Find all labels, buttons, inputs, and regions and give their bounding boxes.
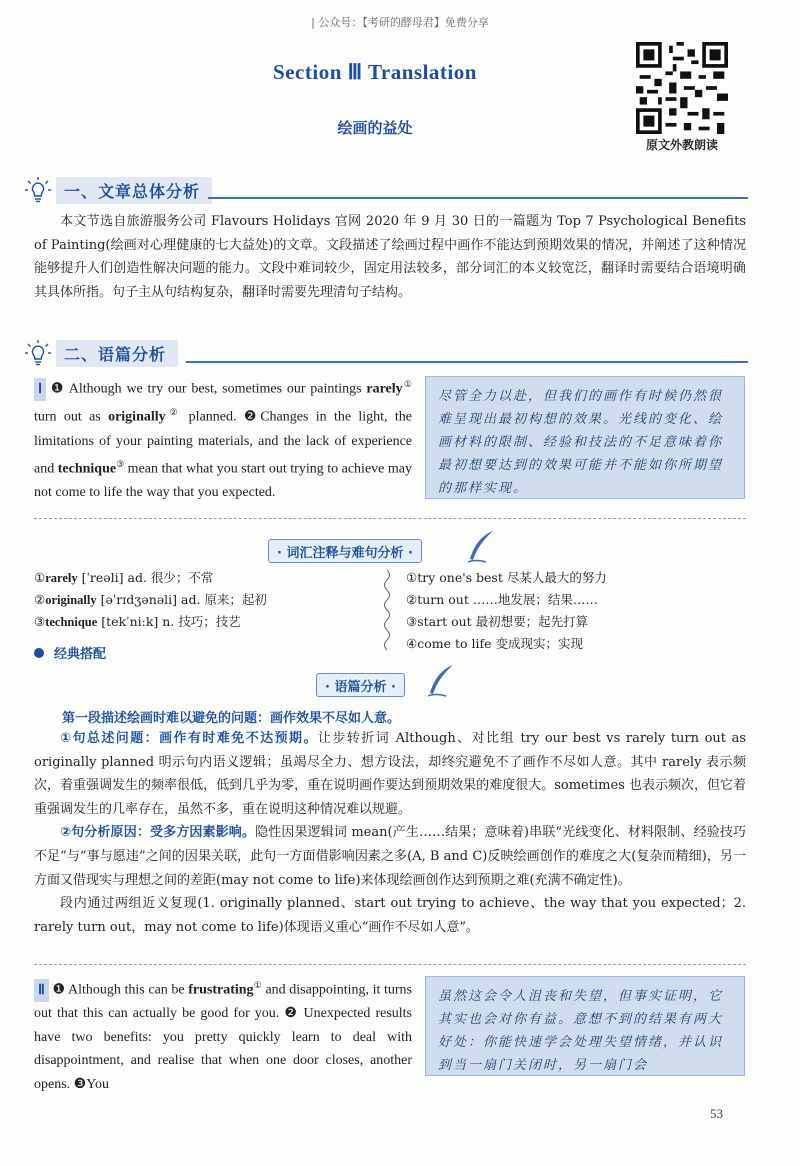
- paragraph-2-translation: 虽然这会令人沮丧和失望，但事实证明，它其实也会对你有益。意想不到的结果有两大好处：你能快速学会处理失望情绪，并认识到当一扇门关闭时，另一扇门会: [425, 976, 745, 1076]
- collocation-heading-label: 经典搭配: [54, 647, 107, 662]
- quill-icon: [464, 529, 496, 565]
- dotted-divider: [34, 964, 746, 965]
- vocab-definition: [tekˈniːk] n. 技巧；技艺: [97, 614, 241, 629]
- vocab-word: originally: [45, 593, 97, 607]
- collocation-item: ④come to life 变成现实；实现: [406, 636, 583, 651]
- footnote-marker: ①: [402, 379, 413, 389]
- heading-overview: [24, 176, 212, 204]
- sentence-text: Although we try our best, sometimes our paintings: [68, 381, 367, 397]
- analysis-point-3: 段内通过两组近义复现(1. originally planned、start out trying to achieve、the way that you expected；2. rarely turn out，may not come to life)体现语义重心“画作不尽如人意”。: [34, 896, 746, 935]
- sentence-text: turn out as: [34, 409, 109, 425]
- sentence-marker: ❶: [50, 381, 65, 397]
- vocab-word: frustrating: [188, 982, 254, 998]
- vocab-word: rarely: [45, 571, 78, 585]
- dotted-divider: [34, 518, 746, 519]
- footnote-marker: ①: [253, 980, 262, 990]
- top-note: | 公众号：【考研的酵母君】免费分享: [311, 16, 489, 29]
- overview-paragraph: [34, 210, 746, 304]
- vocab-list: [34, 567, 374, 633]
- page-number: 53: [710, 1106, 723, 1121]
- sentence-marker: ❷: [243, 409, 261, 425]
- vocab-item: [34, 589, 374, 611]
- paragraph-2-english: [34, 974, 412, 1097]
- analysis-highlight: ②句分析原因：受多方因素影响。: [60, 825, 256, 841]
- vocab-word: originally: [108, 409, 166, 425]
- sentence-marker: ❶: [52, 982, 66, 998]
- vocab-analysis-label: · 词汇注释与难句分析 ·: [268, 539, 422, 563]
- section-title: Section Ⅲ Translation: [273, 60, 477, 84]
- vocab-definition: [ˈreəli] ad. 很少；不常: [77, 570, 214, 585]
- sentence-text: You: [86, 1077, 109, 1093]
- collocation-item: ②turn out ……地发展；结果……: [406, 592, 598, 607]
- article-subtitle: 绘画的益处: [337, 119, 413, 137]
- paragraph-number: Ⅰ: [34, 378, 46, 402]
- vocab-num: ②: [34, 592, 46, 607]
- vocab-num: ③: [34, 614, 46, 629]
- sentence-text: planned.: [181, 409, 237, 425]
- sentence-marker: ❸: [73, 1077, 87, 1093]
- collocation-list: [406, 567, 736, 655]
- paragraph-1-english: [34, 373, 412, 505]
- collocation-item: ③start out 最初想要；起先打算: [406, 614, 589, 629]
- discourse-analysis-pill: [316, 673, 516, 697]
- discourse-analysis-label: · 语篇分析 ·: [316, 673, 405, 697]
- quill-icon: [424, 663, 456, 699]
- vocab-definition: [əˈrɪdʒənəli] ad. 原来；起初: [96, 592, 267, 607]
- vocab-word: rarely: [366, 381, 403, 397]
- analysis-title: 第一段描述绘画时难以避免的问题：画作效果不尽如人意。: [62, 711, 401, 726]
- qr-code-icon[interactable]: [636, 42, 728, 134]
- analysis-text: 让步转折词 Although、对比组 try our best vs rarely turn out as originally planned 明示句内语义逻辑；虽竭尽全力、想方设法，却终究避免不了画作不尽如人意。其中 rarely 表示频次，着重强调发生的频率很低，低到几乎为零，重在说明画作要达到预期效果的难度很大。sometimes 也表示频次，但它着重强调发生的几率存在，虽然不多，重在说明这种情况难以规避。: [34, 731, 746, 817]
- vocab-word: technique: [57, 461, 117, 477]
- sentence-text: mean that what you start out trying to achieve may not come to life the way that you expected.: [34, 461, 412, 501]
- heading-divider: [208, 197, 748, 199]
- heading-divider: [186, 361, 748, 363]
- heading-discourse-label: 二、语篇分析: [56, 340, 178, 367]
- vocab-word: technique: [45, 615, 98, 629]
- heading-discourse: [24, 339, 178, 367]
- wavy-divider: [380, 570, 394, 658]
- analysis-point-2: [34, 821, 746, 892]
- bullet-dot-icon: [34, 648, 44, 658]
- sentence-text: Changes in the light, the limitations of your painting materials, and the lack of experience and: [34, 409, 412, 477]
- paragraph-number: Ⅱ: [34, 979, 49, 1003]
- sentence-marker: ❷: [284, 1006, 299, 1022]
- paragraph-1-translation: 尽管全力以赴，但我们的画作有时候仍然很难呈现出最初构想的效果。光线的变化、绘画材料的限制、经验和技法的不足意味着你最初想要达到的效果可能并不能如你所期望的那样实现。: [425, 376, 745, 499]
- lightbulb-icon: [24, 176, 52, 204]
- collocation-heading: [34, 643, 106, 662]
- collocation-item: ①try one's best 尽某人最大的努力: [406, 570, 607, 585]
- vocab-num: ①: [34, 570, 46, 585]
- footnote-marker: ②: [165, 407, 182, 418]
- lightbulb-icon: [24, 339, 52, 367]
- vocab-item: [34, 611, 374, 633]
- vocab-analysis-pill: [268, 539, 468, 563]
- analysis-point-1: [34, 727, 746, 821]
- analysis-highlight: ①句总述问题：画作有时难免不达预期。: [60, 731, 318, 746]
- analysis-body: [34, 727, 746, 939]
- sentence-text: Unexpected results have two benefits: you pretty quickly learn to deal with disappointment, and realise that when one door closes, another opens.: [34, 1006, 413, 1093]
- sentence-text: Although this can be: [68, 982, 189, 998]
- vocab-item: [34, 567, 374, 589]
- heading-overview-label: 一、文章总体分析: [56, 177, 212, 204]
- qr-label: 原文外教朗读: [645, 138, 718, 152]
- analysis-text: 隐性因果逻辑词 mean(产生……结果；意味着)串联“光线变化、材料限制、经验技巧不足”与“事与愿违”之间的因果关联，此句一方面借影响因素之多(A, B and C)反映绘画创作的难度之大(复杂而精细)，另一方面又借现实与理想之间的差距(may not come to life)来体现绘画创作达到预期之难(充满不确定性)。: [34, 825, 746, 888]
- footnote-marker: ③: [116, 459, 125, 470]
- overview-text: 本文节选自旅游服务公司 Flavours Holidays 官网 2020 年 9 月 30 日的一篇题为 Top 7 Psychological Benefits of Painting(绘画对心理健康的七大益处)的文章。文段描述了绘画过程中画作不能达到预期效果的情况，并阐述了这种情况能够提升人们创造性解决问题的能力。文段中难词较少，固定用法较多，部分词汇的本义较宽泛，翻译时需要结合语境明确其具体所指。句子主从句结构复杂，翻译时需要先理清句子结构。: [34, 214, 746, 300]
- sentence-text: and disappointing, it turns out that this can actually be good for you.: [34, 982, 412, 1022]
